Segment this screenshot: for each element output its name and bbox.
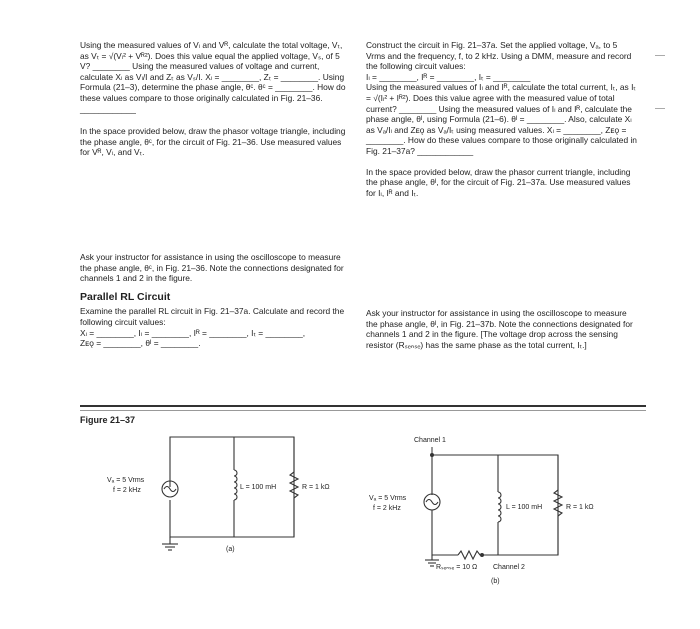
left-values-line-2: Zᴇǫ = ________, θᴵ = ________. xyxy=(80,338,201,349)
right-values-line: Iₗ = ________, Iᴿ = ________, Iₜ = ________ xyxy=(366,71,531,82)
right-paragraph-phasor-current: In the space provided below, draw the phasor current triangle, including the phase angle, θᴵ, for the circuit of Fig. 21–37a. Use measured values for Iₗ, Iᴿ and Iₜ. xyxy=(366,166,631,198)
right-column xyxy=(366,40,638,198)
page-edge-mark xyxy=(655,55,665,56)
circuit-b-resistor-label: R = 1 kΩ xyxy=(566,504,594,511)
circuit-b-resistor-icon xyxy=(554,490,562,516)
circuit-b-rsense-label: Rₛₑₙₛₑ = 10 Ω xyxy=(436,564,478,571)
right-paragraph-construct: Construct the circuit in Fig. 21–37a. Set the applied voltage, Vₐ, to 5 Vrms and the frequency, f, to 2 kHz. Using a DMM, measure and record the following circuit values: xyxy=(366,40,632,72)
circuit-a-inductor-icon xyxy=(234,470,237,500)
circuit-b-channel-1-label: Channel 1 xyxy=(414,437,446,444)
left-paragraph-total-voltage: Using the measured values of Vₗ and Vᴿ, calculate the total voltage, Vₜ, as Vₜ = √(Vₗ² + Vᴿ²). Does this value equal the applied voltage, Vₛ, of 5 V? ________ Using the measured values of voltage and current, calculate Xₗ as Vₗ/I and Zₜ as Vₛ/I. Xₗ = ________, Zₜ = ________. Using Formula (21–3), determine the phase angle, θᶜ. θᶜ = ________. How do these values compare to those originally calculated in Fig. 21–36. ____________ xyxy=(80,40,346,114)
circuit-a-sine-icon xyxy=(164,487,176,492)
figure-rule-thin xyxy=(80,410,646,411)
circuit-b-ac-source-icon xyxy=(424,494,440,510)
right-paragraph-oscilloscope: Ask your instructor for assistance in using the oscilloscope to measure the phase angle, θᴵ, in Fig. 21–37b. Note the connections designated for channels 1 and 2 in the figure. [The voltage drop across the sensing resistor (Rₛₑₙₛₑ) has the same phase as the total current, Iₜ.] xyxy=(366,308,633,350)
circuit-b-caption: (b) xyxy=(491,578,500,585)
left-column xyxy=(80,40,352,158)
right-column-lower xyxy=(366,308,638,350)
circuit-a-source-label-2: f = 2 kHz xyxy=(113,487,141,494)
circuit-b-sine-icon xyxy=(426,500,438,505)
left-paragraph-phasor-voltage: In the space provided below, draw the phasor voltage triangle, including the phase angle, θᶜ, for the circuit of Fig. 21–36. Use measured values for Vᴿ, Vₗ, and Vₜ. xyxy=(80,126,346,158)
circuit-a-resistor-icon xyxy=(290,472,298,498)
circuit-b-rsense-icon xyxy=(458,551,482,559)
left-column-lower xyxy=(80,252,352,349)
figure-title: Figure 21–37 xyxy=(80,415,136,425)
left-paragraph-examine: Examine the parallel RL circuit in Fig. 21–37a. Calculate and record the following circuit values: xyxy=(80,306,345,327)
circuit-b-wires xyxy=(432,455,558,555)
page-edge-mark xyxy=(655,108,665,109)
channel-1-node xyxy=(430,453,434,457)
left-values-line-1: Xₗ = ________, Iₗ = ________, Iᴿ = ________, Iₜ = ________, xyxy=(80,327,306,338)
circuit-a-source-label-1: Vₐ = 5 Vrms xyxy=(107,477,145,484)
circuit-b-source-label-1: Vₐ = 5 Vrms xyxy=(369,495,407,502)
circuit-a-resistor-label: R = 1 kΩ xyxy=(302,484,330,491)
right-paragraph-total-current: Using the measured values of Iₗ and Iᴿ, calculate the total current, Iₜ, as Iₜ = √(Iₗ² + Iᴿ²). Does this value agree with the measured value of total current? ________ Using the measured values of Iₗ and Iᴿ, calculate the phase angle, θᴵ, using Formula (21–6). θᴵ = ________. Also, calculate Xₗ as Vₐ/Iₗ and Zᴇǫ as Vₐ/Iₜ using measured values. Xₗ = ________, Zᴇǫ = ________. How do these values compare to those originally calculated in Fig. 21–37a? ____________ xyxy=(366,82,637,156)
circuit-a-caption: (a) xyxy=(226,546,235,553)
circuit-b-inductor-icon xyxy=(498,492,501,522)
circuit-a-ac-source-icon xyxy=(162,481,178,497)
section-heading-parallel-rl: Parallel RL Circuit xyxy=(80,290,171,303)
left-paragraph-oscilloscope: Ask your instructor for assistance in using the oscilloscope to measure the phase angle, θᶜ, in Fig. 21–36. Note the connections designated for channels 1 and 2 in the figure. xyxy=(80,252,344,284)
channel-2-node xyxy=(480,553,484,557)
figure-rule xyxy=(80,405,646,407)
circuit-b-channel-2-label: Channel 2 xyxy=(493,564,525,571)
circuit-b-inductor-label: L = 100 mH xyxy=(506,504,543,511)
circuit-a-inductor-label: L = 100 mH xyxy=(240,484,277,491)
circuit-a-wires xyxy=(170,437,294,537)
circuit-b-source-label-2: f = 2 kHz xyxy=(373,505,401,512)
